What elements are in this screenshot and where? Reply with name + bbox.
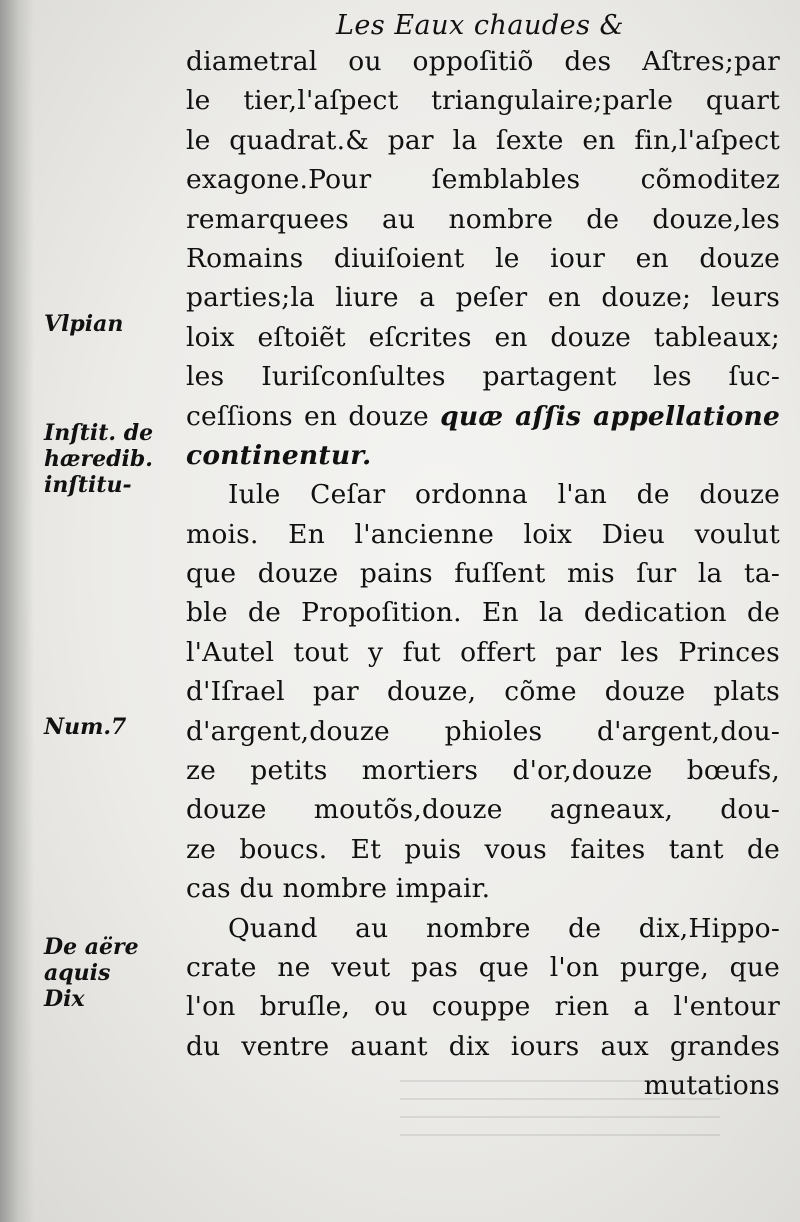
text-line: ze boucs. Et puis vous faites tant de — [186, 833, 780, 865]
text-line: Quand au nombre de dix,Hippo- — [228, 912, 780, 944]
margin-note-ulpian — [44, 311, 184, 337]
margin-note-institutes — [44, 420, 184, 498]
running-header: Les Eaux chaudes & — [336, 10, 625, 41]
text-line — [186, 436, 780, 475]
margin-note-numbers — [44, 714, 184, 740]
text-line: parties;la liure a peſer en douze; leurs — [186, 282, 780, 314]
bleed-through-shadow — [400, 1080, 720, 1140]
text-line: remarquees au nombre de douze,les — [186, 203, 780, 235]
latin-phrase: continentur. — [186, 439, 372, 471]
margin-note-line: Dix — [44, 986, 85, 1012]
margin-note-line: Vlpian — [44, 311, 124, 337]
text-line: douze moutõs,douze agneaux, dou- — [186, 794, 780, 826]
text-line: ble de Propoſition. En la dedication de — [186, 597, 780, 629]
text-line: l'Autel tout y fut offert par les Princes — [186, 636, 780, 668]
text-line — [186, 397, 780, 436]
margin-note-line: Num.7 — [44, 714, 127, 740]
body-text — [186, 42, 780, 1106]
text-line: Iule Ceſar ordonna l'an de douze — [228, 479, 780, 511]
text-line: les Iuriſconſultes partagent les ſuc- — [186, 361, 780, 393]
text-line: d'argent,douze phioles d'argent,dou- — [186, 715, 780, 747]
text-line: d'Iſrael par douze, cõme douze plats — [186, 676, 780, 708]
margin-note-line: Inſtit. de — [44, 420, 154, 446]
text-line: le tier,l'aſpect triangulaire;parle quart — [186, 85, 780, 117]
margin-note-line: hæredib. — [44, 446, 153, 472]
text-segment: ceſſions en douze — [186, 400, 429, 432]
margin-note-line: inſtitu- — [44, 472, 132, 498]
margin-note-line: aquis — [44, 960, 111, 986]
latin-phrase: quæ aſſis appellatione — [440, 400, 781, 432]
binding-shadow — [0, 0, 34, 1222]
text-line: diametral ou oppoſitiõ des Aſtres;par — [186, 46, 780, 77]
text-line: que douze pains fuſſent mis ſur la ta- — [186, 558, 780, 590]
margin-note-de-aere — [44, 934, 184, 1012]
margin-note-line: De aëre — [44, 934, 139, 960]
text-line: Romains diuiſoient le iour en douze — [186, 242, 780, 274]
text-line: loix eſtoiẽt eſcrites en douze tableaux; — [186, 321, 780, 353]
text-line: mutations — [643, 1070, 780, 1102]
text-line: le quadrat.& par la ſexte en fin,l'aſpect — [186, 124, 780, 156]
text-line: cas du nombre impair. — [186, 873, 491, 905]
text-line: ze petits mortiers d'or,douze bœufs, — [186, 755, 780, 787]
text-line: exagone.Pour ſemblables cõmoditez — [186, 164, 780, 196]
text-line: du ventre auant dix iours aux grandes — [186, 1030, 780, 1062]
text-line: mois. En l'ancienne loix Dieu voulut — [186, 518, 780, 550]
text-line: l'on bruſle, ou couppe rien a l'entour — [186, 991, 780, 1023]
text-line: crate ne veut pas que l'on purge, que — [186, 951, 780, 983]
